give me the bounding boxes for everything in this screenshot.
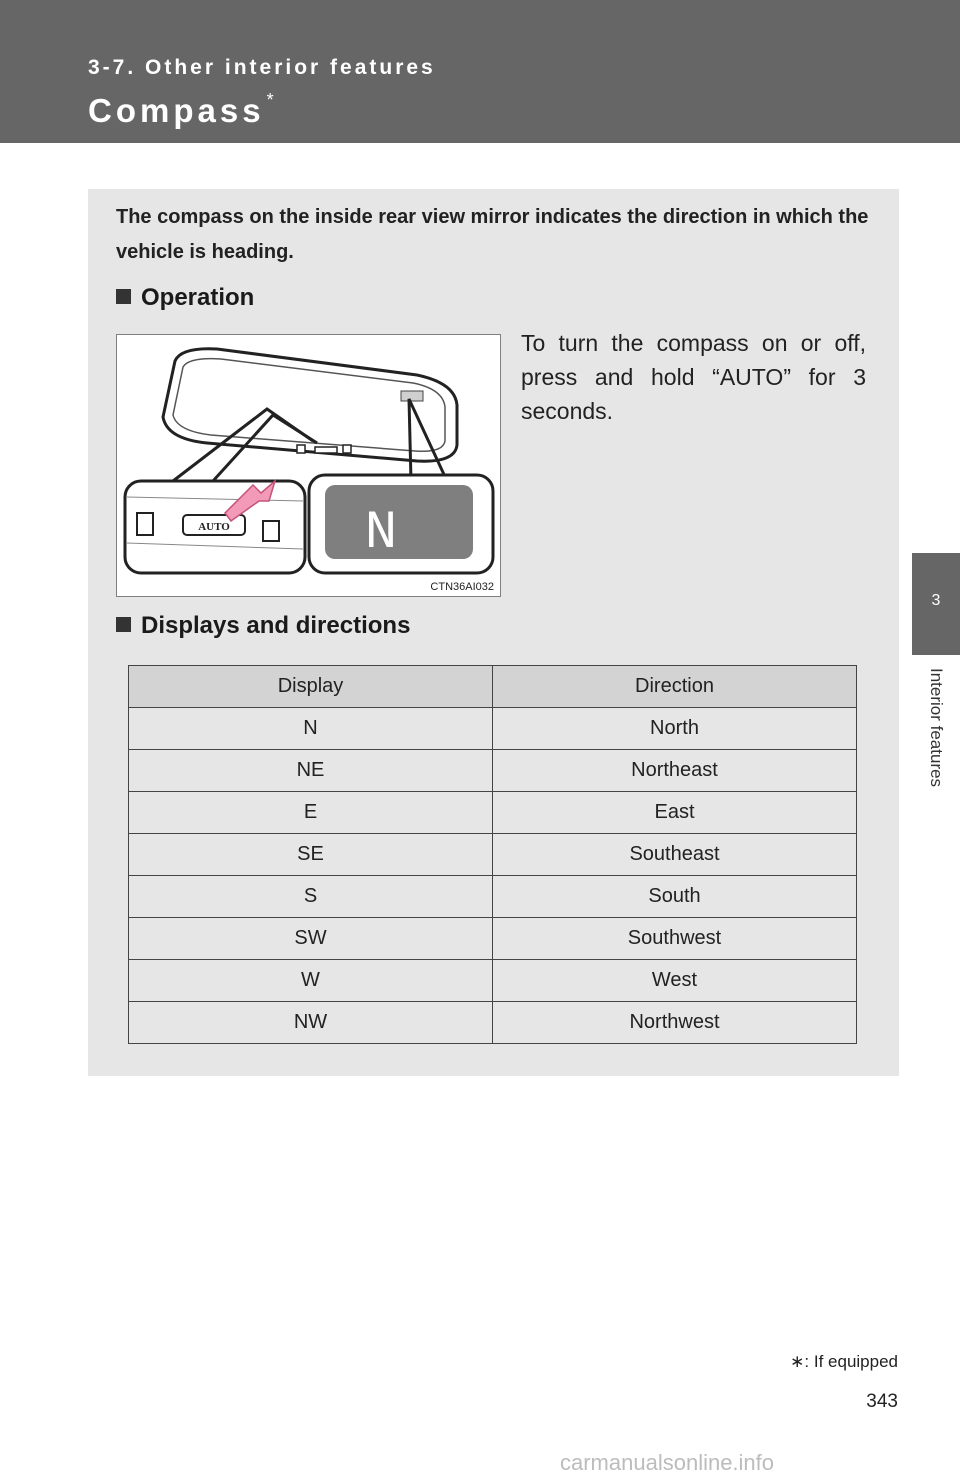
- directions-table: [128, 665, 857, 1044]
- footnote: ∗: If equipped: [790, 1352, 898, 1371]
- display-cell: E: [129, 792, 493, 834]
- page-number: 343: [866, 1391, 898, 1412]
- display-cell: N: [129, 708, 493, 750]
- direction-cell: West: [493, 960, 857, 1002]
- table-row: [129, 1002, 857, 1044]
- chapter-tab: 3: [912, 553, 960, 655]
- direction-cell: Southeast: [493, 834, 857, 876]
- table-row: [129, 792, 857, 834]
- display-cell: NE: [129, 750, 493, 792]
- column-header-direction: Direction: [493, 666, 857, 708]
- table-row: [129, 918, 857, 960]
- direction-cell: Northwest: [493, 1002, 857, 1044]
- direction-cell: Southwest: [493, 918, 857, 960]
- chapter-label: Interior features: [927, 668, 946, 788]
- displays-heading: [116, 612, 410, 640]
- table-header-row: [129, 666, 857, 708]
- compass-display: [325, 485, 473, 559]
- square-bullet-icon: [116, 289, 131, 304]
- square-bullet-icon: [116, 617, 131, 632]
- section-title: 3-7. Other interior features: [88, 56, 436, 79]
- callout-button-right: [263, 521, 279, 541]
- display-letter: N: [364, 503, 398, 564]
- auto-button-label: AUTO: [198, 521, 230, 533]
- intro-text: The compass on the inside rear view mirror indicates the direction in which the vehicle is heading.: [116, 206, 869, 263]
- mirror-button-left: [297, 445, 305, 453]
- display-cell: NW: [129, 1002, 493, 1044]
- direction-cell: Northeast: [493, 750, 857, 792]
- display-cell: S: [129, 876, 493, 918]
- mirror-illustration: [116, 334, 501, 597]
- mirror-button-right: [343, 445, 351, 453]
- operation-description: To turn the compass on or off, press and hold “AUTO” for 3 seconds.: [521, 330, 866, 424]
- displays-heading-text: Displays and directions: [141, 612, 411, 639]
- figure-code: CTN36AI032: [430, 581, 494, 593]
- mirror-drawing: [117, 335, 500, 596]
- callout-button-left: [137, 513, 153, 535]
- table-row: [129, 708, 857, 750]
- display-cell: W: [129, 960, 493, 1002]
- direction-cell: South: [493, 876, 857, 918]
- table-row: [129, 834, 857, 876]
- operation-heading: [116, 284, 254, 312]
- table-row: [129, 750, 857, 792]
- mirror-button-auto: [315, 447, 337, 453]
- direction-cell: North: [493, 708, 857, 750]
- direction-cell: East: [493, 792, 857, 834]
- title-text: Compass: [88, 92, 265, 129]
- watermark: carmanualsonline.info: [560, 1450, 775, 1475]
- operation-heading-text: Operation: [141, 284, 255, 311]
- display-cell: SW: [129, 918, 493, 960]
- page-header: [0, 0, 960, 143]
- table-row: [129, 960, 857, 1002]
- column-header-display: Display: [129, 666, 493, 708]
- mirror-display-window: [401, 391, 423, 401]
- page-title: [88, 92, 274, 130]
- table-row: [129, 876, 857, 918]
- display-cell: SE: [129, 834, 493, 876]
- if-equipped-mark: *: [266, 90, 274, 110]
